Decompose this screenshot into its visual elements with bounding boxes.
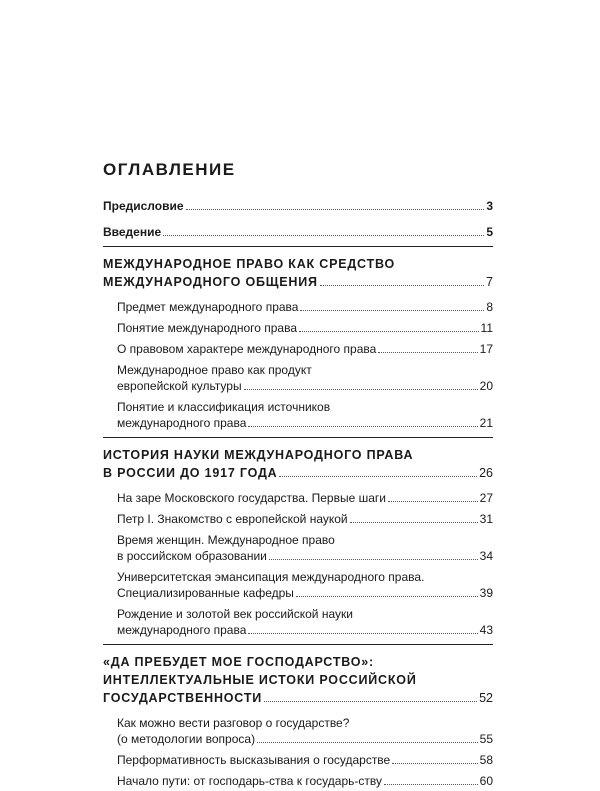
dot-leader xyxy=(279,476,477,477)
section-title-line-1: Понятие и классификация источников xyxy=(117,400,331,414)
chapter-title-line-2: В РОССИИ ДО 1917 ГОДА xyxy=(103,466,278,480)
page-number: 3 xyxy=(486,199,493,213)
entry-label: Введение xyxy=(103,225,162,239)
chapter-title-line-2: МЕЖДУНАРОДНОГО ОБЩЕНИЯ xyxy=(103,275,318,289)
section-title-line-2: европейской культуры xyxy=(117,379,242,393)
divider xyxy=(103,644,493,645)
section-title: Перформативность высказывания о государстве xyxy=(117,753,391,767)
divider xyxy=(103,437,493,438)
page-number: 43 xyxy=(479,623,493,637)
page-number: 20 xyxy=(479,379,493,393)
dot-leader xyxy=(392,763,477,764)
entry-label: Предисловие xyxy=(103,199,184,213)
toc-entry-section[interactable] xyxy=(103,399,493,431)
toc-entry-section[interactable] xyxy=(103,532,493,564)
section-title: Понятие международного права xyxy=(117,321,298,335)
dot-leader xyxy=(296,596,478,597)
dot-leader xyxy=(248,633,477,634)
toc-entry-section[interactable] xyxy=(103,752,493,768)
page-number: 11 xyxy=(480,321,493,335)
toc-entry-chapter[interactable] xyxy=(103,653,493,707)
section-title-line-2: международного права xyxy=(117,623,247,637)
dot-leader xyxy=(378,352,477,353)
page-number: 31 xyxy=(479,512,493,526)
section-title-line-1: Международное право как продукт xyxy=(117,363,312,377)
toc-entry-section[interactable] xyxy=(103,569,493,601)
toc-entry-preface[interactable] xyxy=(103,198,493,214)
dot-leader xyxy=(186,209,485,210)
toc-entry-chapter[interactable] xyxy=(103,446,493,482)
dot-leader xyxy=(388,501,478,502)
dot-leader xyxy=(264,701,477,702)
chapter-title-line-1: МЕЖДУНАРОДНОЕ ПРАВО КАК СРЕДСТВО xyxy=(103,257,396,271)
section-title-line-2: в российском образовании xyxy=(117,549,267,563)
chapter-block xyxy=(103,255,493,431)
dot-leader xyxy=(257,742,478,743)
chapter-block xyxy=(103,653,493,789)
toc-title: ОГЛАВЛЕНИЕ xyxy=(103,160,236,179)
page-number: 27 xyxy=(479,491,493,505)
toc-entry-chapter[interactable] xyxy=(103,255,493,291)
section-title-line-1: Как можно вести разговор о государстве? xyxy=(117,716,350,730)
dot-leader xyxy=(320,285,484,286)
section-title-line-1: Рождение и золотой век российской науки xyxy=(117,607,353,621)
section-title-line-2: международного права xyxy=(117,416,247,430)
section-title: Предмет международного права xyxy=(117,300,299,314)
dot-leader xyxy=(269,559,478,560)
toc-entry-section[interactable] xyxy=(103,606,493,638)
divider xyxy=(103,246,493,247)
page-number: 26 xyxy=(479,466,493,480)
page-number: 58 xyxy=(479,753,493,767)
page-number: 60 xyxy=(479,774,493,788)
dot-leader xyxy=(384,784,478,785)
section-title: О правовом характере международного права xyxy=(117,342,377,356)
section-title: На заре Московского государства. Первые шаги xyxy=(117,491,386,505)
section-title: Петр I. Знакомство с европейской наукой xyxy=(117,512,348,526)
toc-entry-section[interactable] xyxy=(103,773,493,789)
toc-entry-section[interactable] xyxy=(103,320,493,336)
toc-entry-section[interactable] xyxy=(103,362,493,394)
page-number: 34 xyxy=(479,549,493,563)
section-title: Начало пути: от господарь-ства к государь-ству xyxy=(117,774,382,788)
section-title-line-2: (о методологии вопроса) xyxy=(117,732,256,746)
toc-entry-section[interactable] xyxy=(103,715,493,747)
section-title-line-2: Специализированные кафедры xyxy=(117,586,294,600)
page-number: 8 xyxy=(486,300,493,314)
dot-leader xyxy=(163,235,484,236)
toc-entry-intro[interactable] xyxy=(103,224,493,240)
toc-entry-section[interactable] xyxy=(103,341,493,357)
page-number: 21 xyxy=(479,416,493,430)
table-of-contents xyxy=(103,160,493,791)
page-number: 55 xyxy=(479,732,493,746)
dot-leader xyxy=(300,310,484,311)
page-number: 39 xyxy=(479,586,493,600)
section-title-line-1: Университетская эмансипация международного права. xyxy=(117,570,425,584)
dot-leader xyxy=(350,522,478,523)
chapter-title-line-1: ИСТОРИЯ НАУКИ МЕЖДУНАРОДНОГО ПРАВА xyxy=(103,448,414,462)
dot-leader xyxy=(299,331,479,332)
page-number: 52 xyxy=(479,691,493,705)
page-number: 5 xyxy=(486,225,493,239)
chapter-title-line-1: ИНТЕЛЛЕКТУАЛЬНЫЕ ИСТОКИ РОССИЙСКОЙ xyxy=(103,673,417,687)
section-title-line-1: Время женщин. Международное право xyxy=(117,533,335,547)
dot-leader xyxy=(248,426,477,427)
dot-leader xyxy=(244,389,478,390)
chapter-title-line-0: «ДА ПРЕБУДЕТ МОЕ ГОСПОДАРСТВО»: xyxy=(103,655,375,669)
toc-entry-section[interactable] xyxy=(103,511,493,527)
toc-entry-section[interactable] xyxy=(103,299,493,315)
chapter-title-line-2: ГОСУДАРСТВЕННОСТИ xyxy=(103,691,263,705)
page-number: 7 xyxy=(486,275,493,289)
toc-entry-section[interactable] xyxy=(103,490,493,506)
chapter-block xyxy=(103,446,493,638)
page-number: 17 xyxy=(479,342,493,356)
